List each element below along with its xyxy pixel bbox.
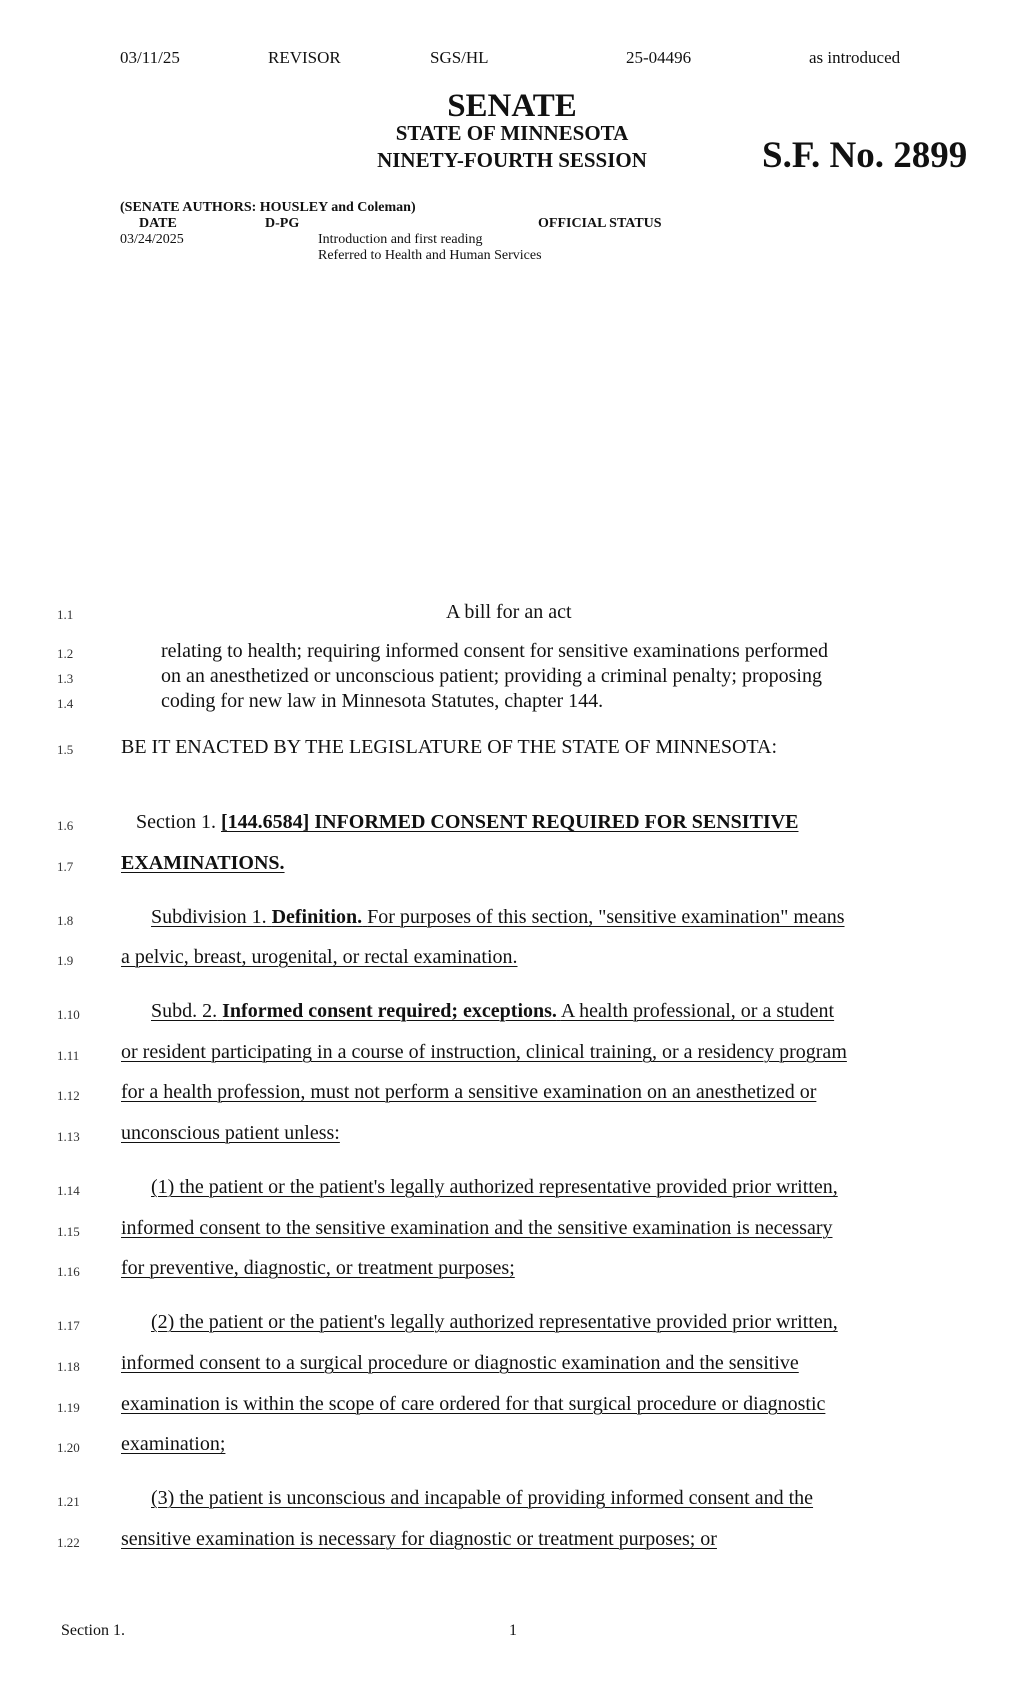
line-number: 1.15 bbox=[57, 1224, 80, 1239]
col-official-status: OFFICIAL STATUS bbox=[538, 216, 662, 231]
line-number: 1.9 bbox=[57, 953, 74, 968]
authors-line: (SENATE AUTHORS: HOUSLEY and Coleman) bbox=[120, 200, 416, 215]
entry-status-1: Introduction and first reading bbox=[318, 232, 483, 247]
subdivision-text: For purposes of this section, "sensitive examination" means bbox=[367, 906, 845, 928]
line-number: 1.19 bbox=[57, 1400, 80, 1415]
line-number: 1.14 bbox=[57, 1183, 80, 1198]
entry-status-2: Referred to Health and Human Services bbox=[318, 248, 542, 263]
line-number: 1.3 bbox=[57, 671, 74, 686]
subdivision-label: Subd. 2. bbox=[151, 1000, 218, 1022]
line-number: 1.12 bbox=[57, 1088, 80, 1103]
footer-section: Section 1. bbox=[61, 1622, 125, 1639]
subdivision-2 bbox=[151, 1000, 834, 1023]
line-number: 1.4 bbox=[57, 696, 74, 711]
subdivision-1 bbox=[151, 906, 845, 929]
footer-page-number: 1 bbox=[509, 1622, 517, 1639]
line-number: 1.20 bbox=[57, 1440, 80, 1455]
line-number: 1.18 bbox=[57, 1359, 80, 1374]
subdivision-heading: Definition. bbox=[271, 906, 363, 928]
bill-text-line: for a health profession, must not perform a sensitive examination on an anesthetized or bbox=[121, 1081, 817, 1103]
bill-text-line: unconscious patient unless: bbox=[121, 1122, 340, 1144]
section-title-continued: EXAMINATIONS. bbox=[121, 852, 285, 874]
bill-text-line: informed consent to the sensitive examination and the sensitive examination is necessary bbox=[121, 1217, 833, 1239]
bill-text-line: informed consent to a surgical procedure or diagnostic examination and the sensitive bbox=[121, 1352, 799, 1374]
chamber-title: SENATE bbox=[447, 88, 577, 124]
bill-text-line: sensitive examination is necessary for diagnostic or treatment purposes; or bbox=[121, 1528, 717, 1550]
line-number: 1.16 bbox=[57, 1264, 80, 1279]
line-number: 1.2 bbox=[57, 646, 74, 661]
clause-1: (1) the patient or the patient's legally authorized representative provided prior written, bbox=[151, 1176, 838, 1198]
line-number: 1.5 bbox=[57, 742, 74, 757]
bill-text-line: a pelvic, breast, urogenital, or rectal examination. bbox=[121, 946, 518, 968]
line-number: 1.11 bbox=[57, 1048, 80, 1063]
bill-subject-line: on an anesthetized or unconscious patient; providing a criminal penalty; proposing bbox=[161, 665, 822, 687]
header-date: 03/11/25 bbox=[120, 48, 180, 67]
bill-title: A bill for an act bbox=[446, 601, 572, 623]
header-status: as introduced bbox=[809, 48, 901, 67]
header-revisor: REVISOR bbox=[268, 48, 341, 67]
section-title: [144.6584] INFORMED CONSENT REQUIRED FOR SENSITIVE bbox=[221, 811, 799, 833]
state-title: STATE OF MINNESOTA bbox=[395, 121, 629, 145]
line-number: 1.1 bbox=[57, 607, 74, 622]
line-number: 1.6 bbox=[57, 818, 74, 833]
subdivision-text: A health professional, or a student bbox=[560, 1000, 835, 1022]
bill-text-line: examination is within the scope of care ordered for that surgical procedure or diagnostic bbox=[121, 1393, 826, 1415]
subdivision-heading: Informed consent required; exceptions. bbox=[222, 1000, 557, 1022]
bill-text-line: for preventive, diagnostic, or treatment purposes; bbox=[121, 1257, 515, 1279]
line-number: 1.8 bbox=[57, 913, 74, 928]
col-dpg: D-PG bbox=[265, 216, 300, 231]
bill-text-line: or resident participating in a course of instruction, clinical training, or a residency program bbox=[121, 1041, 847, 1063]
file-number: S.F. No. 2899 bbox=[762, 135, 968, 176]
header-initials: SGS/HL bbox=[430, 48, 489, 67]
clause-2: (2) the patient or the patient's legally authorized representative provided prior written, bbox=[151, 1311, 838, 1333]
section-heading bbox=[136, 811, 798, 834]
line-number: 1.17 bbox=[57, 1318, 80, 1333]
line-number: 1.22 bbox=[57, 1535, 80, 1550]
session-title: NINETY-FOURTH SESSION bbox=[377, 148, 647, 172]
section-label: Section 1. bbox=[136, 811, 221, 833]
col-date: DATE bbox=[139, 216, 177, 231]
clause-3: (3) the patient is unconscious and incapable of providing informed consent and the bbox=[151, 1487, 814, 1509]
line-number: 1.13 bbox=[57, 1129, 80, 1144]
line-number: 1.21 bbox=[57, 1494, 80, 1509]
subdivision-label: Subdivision 1. bbox=[151, 906, 267, 928]
bill-subject-line: relating to health; requiring informed consent for sensitive examinations performed bbox=[161, 640, 829, 662]
line-number: 1.7 bbox=[57, 859, 74, 874]
line-number: 1.10 bbox=[57, 1007, 80, 1022]
enacting-clause: BE IT ENACTED BY THE LEGISLATURE OF THE STATE OF MINNESOTA: bbox=[121, 736, 778, 758]
entry-date: 03/24/2025 bbox=[120, 232, 184, 247]
bill-text-line: examination; bbox=[121, 1433, 226, 1455]
header-doc-number: 25-04496 bbox=[626, 48, 692, 67]
bill-subject-line: coding for new law in Minnesota Statutes, chapter 144. bbox=[161, 690, 604, 712]
